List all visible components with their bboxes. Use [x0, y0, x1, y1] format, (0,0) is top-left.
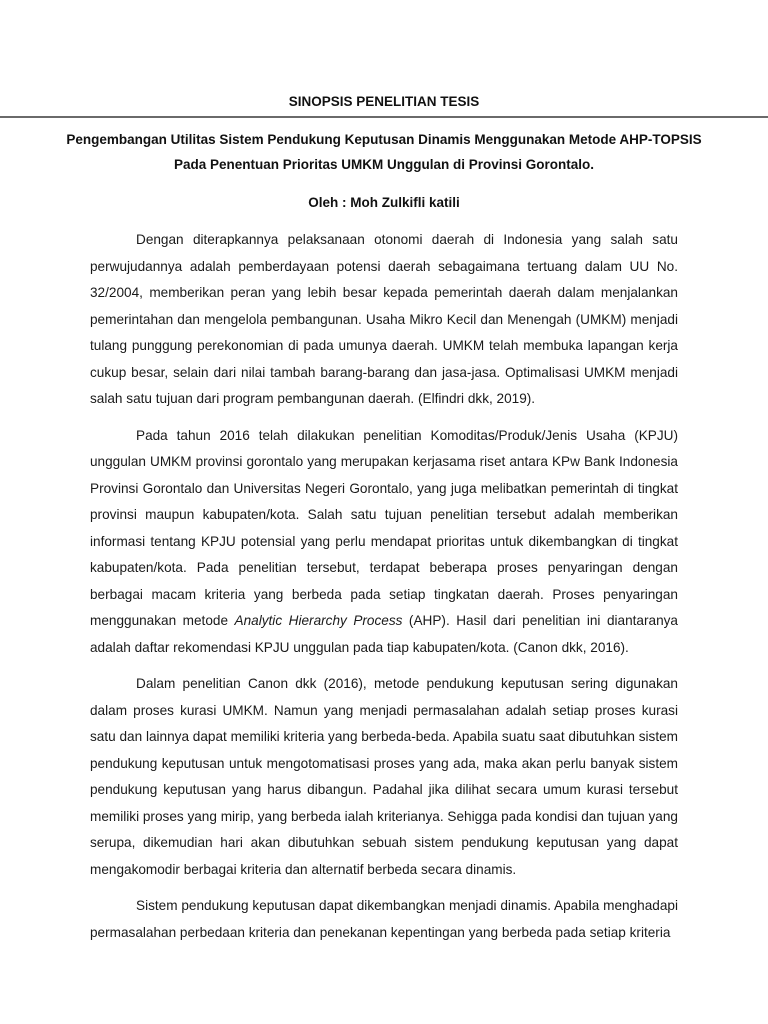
header-divider — [0, 116, 768, 118]
paragraph-2-text-before: Pada tahun 2016 telah dilakukan penelitian Komoditas/Produk/Jenis Usaha (KPJU) unggulan UMKM provinsi gorontalo yang merupakan kerjasama riset antara KPw Bank Indonesia Provinsi Gorontalo dan Universitas Negeri Gorontalo, yang juga melibatkan pemerintah di tingkat provinsi maupun kabupaten/kota. Salah satu tujuan penelitian tersebut adalah memberikan informasi tentang KPJU potensial yang perlu mendapat prioritas untuk dikembangkan di tingkat kabupaten/kota. Pada penelitian tersebut, terdapat beberapa proses penyaringan dengan berbagai macam kriteria yang berbeda pada setiap tingkatan daerah. Proses penyaringan menggunakan metode — [90, 427, 678, 628]
paragraph-2-italic-term: Analytic Hierarchy Process — [234, 613, 403, 628]
paragraph-3: Dalam penelitian Canon dkk (2016), metode pendukung keputusan sering digunakan dalam proses kurasi UMKM. Namun yang menjadi permasalahan adalah setiap proses kurasi satu dan lainnya dapat memiliki kriteria yang berbeda-beda. Apabila suatu saat dibutuhkan sistem pendukung keputusan untuk mengotomatisasi proses yang ada, maka akan perlu banyak sistem pendukung keputusan yang harus dibangun. Padahal jika dilihat secara umum kurasi tersebut memiliki proses yang mirip, yang berbeda ialah kriterianya. Sehigga pada kondisi dan tujuan yang serupa, dikemudian hari akan dibutuhkan sebuah sistem pendukung keputusan yang dapat mengakomodir berbagai kriteria dan alternatif berbeda secara dinamis. — [90, 676, 678, 877]
paragraph-2 — [90, 423, 678, 662]
document-body — [90, 227, 678, 956]
paragraph-1: Dengan diterapkannya pelaksanaan otonomi daerah di Indonesia yang salah satu perwujudannya adalah pemberdayaan potensi daerah sebagaimana tertuang dalam UU No. 32/2004, memberikan peran yang lebih besar kepada pemerintah daerah dalam menjalankan pemerintahan dan mengelola pembangunan. Usaha Mikro Kecil dan Menengah (UMKM) menjadi tulang punggung perekonomian di pada umunya daerah. UMKM telah membuka lapangan kerja cukup besar, selain dari nilai tambah barang-barang dan jasa-jasa. Optimalisasi UMKM menjadi salah satu tujuan dari program pembangunan daerah. (Elfindri dkk, 2019). — [90, 232, 678, 406]
paragraph-4: Sistem pendukung keputusan dapat dikembangkan menjadi dinamis. Apabila menghadapi permasalahan perbedaan kriteria dan penekanan kepentingan yang berbeda pada setiap kriteria — [90, 898, 678, 940]
paragraph-2-text-after: (AHP). Hasil dari penelitian ini diantaranya adalah daftar rekomendasi KPJU unggulan pada tiap kabupaten/kota. (Canon dkk, 2016). — [90, 613, 678, 655]
document-header: SINOPSIS PENELITIAN TESIS — [288, 94, 480, 109]
document-title-line-2: Pada Penentuan Prioritas UMKM Unggulan di Provinsi Gorontalo. — [173, 157, 595, 172]
document-title-line-1: Pengembangan Utilitas Sistem Pendukung Keputusan Dinamis Menggunakan Metode AHP-TOPSIS — [66, 132, 702, 147]
document-author: Oleh : Moh Zulkifli katili — [308, 195, 460, 210]
